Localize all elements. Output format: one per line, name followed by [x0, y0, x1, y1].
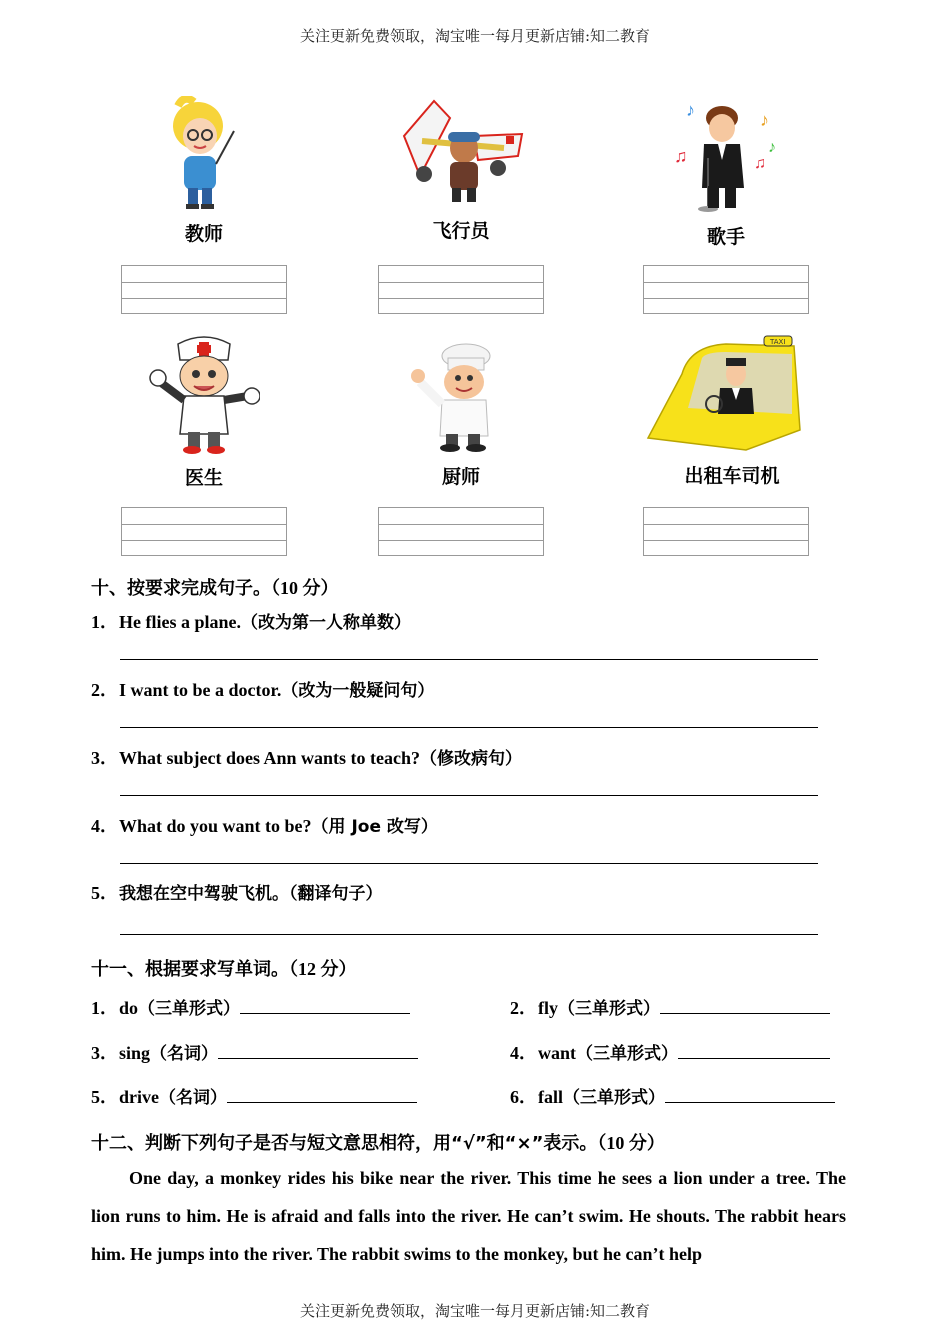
- question-number: 2．: [91, 680, 118, 700]
- occupation-label-chef: 厨师: [441, 466, 480, 488]
- section-10-question-3: [91, 744, 522, 770]
- section-10-question-4: [91, 812, 438, 838]
- item-number: 4．: [510, 1043, 537, 1063]
- svg-text:♫: ♫: [674, 146, 688, 166]
- question-sentence: I want to be a doctor.: [119, 680, 282, 700]
- item-instruction: （名词）: [150, 1044, 219, 1064]
- section-10-question-5: [91, 879, 383, 905]
- section-12-points: （10 分）: [597, 1133, 665, 1153]
- answer-line-5[interactable]: [120, 934, 818, 935]
- question-sentence: What do you want to be?: [119, 816, 312, 836]
- writing-box-doctor[interactable]: [121, 507, 287, 556]
- singer-icon: [668, 98, 780, 213]
- section-11-title: [91, 955, 357, 981]
- section-10-question-2: [91, 676, 434, 702]
- occupation-label-doctor: 医生: [184, 467, 223, 489]
- word-answer-blank-3[interactable]: [218, 1041, 418, 1059]
- question-sentence: What subject does Ann wants to teach?: [119, 748, 421, 768]
- question-number: 3．: [91, 748, 118, 768]
- item-instruction: （三单形式）: [576, 1044, 679, 1064]
- item-instruction: （三单形式）: [558, 999, 660, 1019]
- item-number: 3．: [91, 1043, 118, 1063]
- occupation-label-pilot: 飞行员: [432, 220, 490, 242]
- section-10-title-text: 十、按要求完成句子。: [91, 578, 271, 599]
- question-number: 1．: [91, 612, 118, 632]
- word-item-6: [510, 1083, 835, 1109]
- item-number: 1．: [91, 998, 118, 1018]
- teacher-icon: [164, 96, 244, 211]
- section-10-question-1: [91, 608, 411, 634]
- svg-text:♫: ♫: [754, 155, 766, 172]
- svg-text:♪: ♪: [760, 110, 769, 130]
- page-header: 关注更新免费领取，淘宝唯一每月更新店铺:知二教育: [299, 27, 651, 45]
- item-instruction: （名词）: [159, 1088, 227, 1108]
- word-answer-blank-1[interactable]: [240, 996, 410, 1014]
- answer-line-1[interactable]: [120, 659, 818, 660]
- answer-line-3[interactable]: [120, 795, 818, 796]
- question-instruction: （改为第一人称单数）: [241, 613, 411, 633]
- item-word: drive: [119, 1087, 159, 1107]
- item-word: do: [119, 998, 139, 1018]
- page-footer: 关注更新免费领取，淘宝唯一每月更新店铺:知二教育: [299, 1302, 651, 1320]
- section-12-title-text: 十二、判断下列句子是否与短文意思相符，用“√”和“×”表示。: [91, 1133, 598, 1154]
- word-item-3: [91, 1039, 418, 1065]
- taxi-driver-icon: [646, 334, 804, 452]
- occupation-label-taxi-driver: 出租车司机: [684, 465, 780, 487]
- occupation-label-singer: 歌手: [706, 226, 745, 248]
- item-word: want: [538, 1043, 577, 1063]
- writing-box-chef[interactable]: [378, 507, 544, 556]
- question-instruction: （修改病句）: [420, 749, 523, 769]
- word-item-2: [510, 994, 830, 1020]
- chef-icon: [406, 342, 514, 454]
- doctor-icon: [148, 334, 260, 454]
- answer-line-2[interactable]: [120, 727, 818, 728]
- item-instruction: （三单形式）: [563, 1088, 665, 1108]
- reading-passage: One day, a monkey rides his bike near the river. This time he sees a lion under a tree. The lion runs to him. He is afraid and falls into the river. He can’t swim. He shouts. The rabbit hears him. He jumps into the river. The rabbit swims to the monkey, but he can’t help: [91, 1168, 846, 1264]
- occupation-label-teacher: 教师: [184, 223, 223, 245]
- writing-box-singer[interactable]: [643, 265, 809, 314]
- question-instruction: （改为一般疑问句）: [281, 681, 435, 701]
- section-10-points: （10 分）: [271, 578, 339, 598]
- question-instruction: 我想在空中驾驶飞机。（翻译句子）: [119, 884, 383, 904]
- word-answer-blank-2[interactable]: [660, 996, 830, 1014]
- item-number: 6．: [510, 1087, 537, 1107]
- section-10-title: [91, 574, 339, 600]
- word-answer-blank-5[interactable]: [227, 1085, 417, 1103]
- writing-box-pilot[interactable]: [378, 265, 544, 314]
- item-number: 5．: [91, 1087, 118, 1107]
- question-number: 4．: [91, 816, 118, 836]
- answer-line-4[interactable]: [120, 863, 818, 864]
- svg-text:♪: ♪: [768, 139, 776, 156]
- svg-text:TAXI: TAXI: [770, 338, 786, 346]
- word-item-5: [91, 1083, 417, 1109]
- item-word: fly: [538, 998, 558, 1018]
- svg-text:♪: ♪: [686, 100, 695, 120]
- question-number: 5．: [91, 883, 118, 903]
- item-word: sing: [119, 1043, 151, 1063]
- word-answer-blank-6[interactable]: [665, 1085, 835, 1103]
- section-11-title-text: 十一、根据要求写单词。: [91, 959, 289, 980]
- writing-box-taxi-driver[interactable]: [643, 507, 809, 556]
- word-item-4: [510, 1039, 830, 1065]
- item-instruction: （三单形式）: [138, 999, 241, 1019]
- section-11-points: （12 分）: [289, 959, 357, 979]
- section-12-title: [91, 1129, 665, 1155]
- item-word: fall: [538, 1087, 563, 1107]
- item-number: 2．: [510, 998, 537, 1018]
- word-item-1: [91, 994, 410, 1020]
- question-sentence: He flies a plane.: [119, 612, 241, 632]
- writing-box-teacher[interactable]: [121, 265, 287, 314]
- word-answer-blank-4[interactable]: [678, 1041, 830, 1059]
- question-instruction: （用 Joe 改写）: [311, 817, 438, 837]
- pilot-icon: [394, 96, 528, 206]
